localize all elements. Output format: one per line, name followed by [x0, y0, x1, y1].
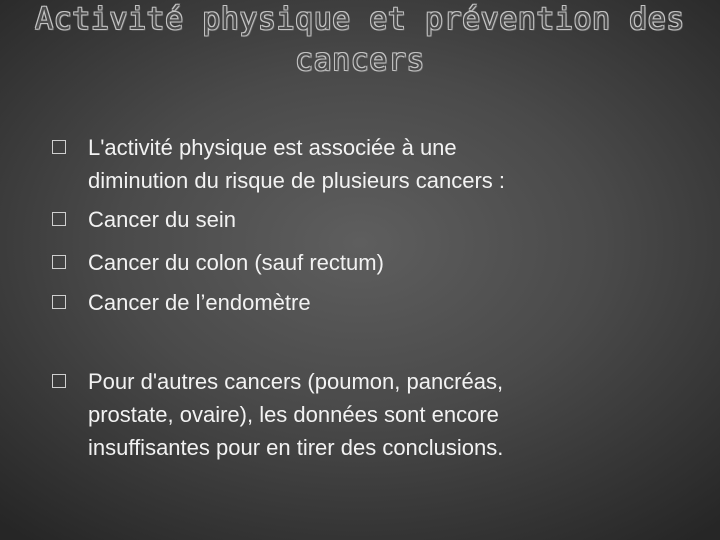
- bullet-item-colon-cancer: [88, 246, 688, 279]
- title-line-1: Activité physique et prévention des: [35, 2, 685, 37]
- bullet-item-line: L'activité physique est associée à une: [88, 135, 457, 160]
- bullet-item-other-cancers: [88, 365, 688, 464]
- square-bullet-icon: [52, 212, 66, 226]
- bullet-item-line: Cancer du sein: [88, 207, 236, 232]
- square-bullet-icon: [52, 255, 66, 269]
- bullet-item-activity-risk: [88, 131, 688, 197]
- bullet-item-line: insuffisantes pour en tirer des conclusions.: [88, 435, 504, 460]
- bullet-item-breast-cancer: [88, 203, 688, 236]
- bullet-item-endometrial-cancer: [88, 286, 688, 319]
- square-bullet-icon: [52, 295, 66, 309]
- bullet-item-line: prostate, ovaire), les données sont encore: [88, 402, 499, 427]
- bullet-item-line: Cancer de l’endomètre: [88, 290, 311, 315]
- bullet-item-line: Pour d'autres cancers (poumon, pancréas,: [88, 369, 504, 394]
- square-bullet-icon: [52, 140, 66, 154]
- bullet-item-line: Cancer du colon (sauf rectum): [88, 250, 384, 275]
- bullet-item-line: diminution du risque de plusieurs cancers :: [88, 168, 506, 193]
- title-line-2: cancers: [295, 43, 425, 78]
- square-bullet-icon: [52, 374, 66, 388]
